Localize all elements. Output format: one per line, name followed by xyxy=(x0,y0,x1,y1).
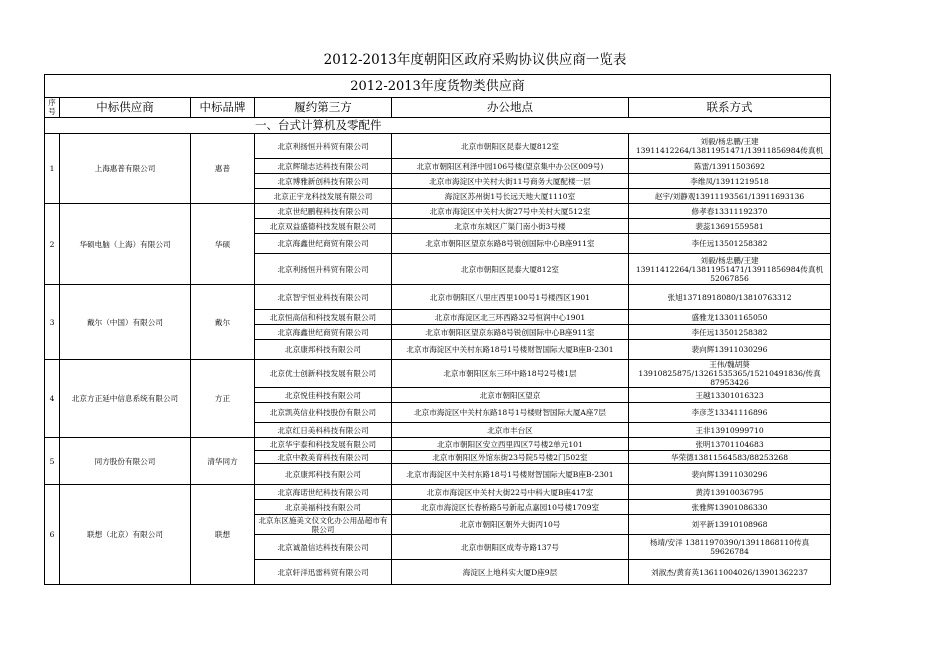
row-brand: 清华同方 xyxy=(191,438,255,485)
row-contact: 张明13701104683 xyxy=(629,438,831,451)
table-row xyxy=(45,204,831,219)
row-address: 北京市海淀区中关村大街22号中科大厦B座417室 xyxy=(392,485,629,500)
row-contact: 王越13301016323 xyxy=(629,388,831,403)
row-contact: 王非13910999710 xyxy=(629,423,831,438)
row-third-party: 北京正宇龙科技发展有限公司 xyxy=(255,189,392,204)
supplier-table xyxy=(44,74,831,585)
row-contact: 黄涛13910036795 xyxy=(629,485,831,500)
row-contact: 刘淑杰/黄育英13611004026/13901362237 xyxy=(629,560,831,585)
header-brand: 中标品牌 xyxy=(191,98,255,118)
row-contact: 杨靖/安洋 13811970390/13911868110传真59626784 xyxy=(629,535,831,560)
row-contact: 张旭13718918080/13810763312 xyxy=(629,285,831,310)
row-address: 北京市朝阳区望京 xyxy=(392,388,629,403)
row-contact: 华荣德13811564583/88253268 xyxy=(629,451,831,464)
row-contact: 赵宇/刘静观13911193561/13911693136 xyxy=(629,189,831,204)
row-contact: 刘毅/杨忠鹏/王建 13911412264/13811951471/13911856984传真机 xyxy=(629,134,831,159)
header-address: 办公地点 xyxy=(392,98,629,118)
row-third-party: 北京海诺世纪科技有限公司 xyxy=(255,485,392,500)
row-third-party: 北京博雅新创科技有限公司 xyxy=(255,174,392,189)
row-contact: 盛雅龙13301165050 xyxy=(629,310,831,325)
header-third-party: 履约第三方 xyxy=(255,98,392,118)
table-row xyxy=(45,134,831,159)
row-third-party: 北京世纪鹏程科技有限公司 xyxy=(255,204,392,219)
row-supplier: 戴尔（中国）有限公司 xyxy=(60,285,191,360)
row-third-party: 北京华宇泰和科技发展有限公司 xyxy=(255,438,392,451)
row-third-party: 北京利扬恒升科贸有限公司 xyxy=(255,254,392,285)
row-contact: 李维凤/13911219518 xyxy=(629,174,831,189)
row-address: 北京市海淀区中关村东路18号1号楼财智国际大厦B座B-2301 xyxy=(392,340,629,360)
row-brand: 方正 xyxy=(191,360,255,438)
row-contact: 刘毅/杨忠鹏/王建 13911412264/13811951471/13911856984传真机 52067856 xyxy=(629,254,831,285)
table-row xyxy=(45,360,831,388)
row-third-party: 北京凯英信业科技股份有限公司 xyxy=(255,403,392,423)
row-address: 北京市朝阳区外馆东街23号院5号楼2门502室 xyxy=(392,451,629,464)
row-contact: 裴蕊13691559581 xyxy=(629,219,831,234)
header-supplier: 中标供应商 xyxy=(60,98,191,118)
row-contact: 李任远13501258382 xyxy=(629,325,831,340)
table-row xyxy=(45,438,831,451)
row-address: 北京市朝阳区八里庄西里100号1号楼西区1901 xyxy=(392,285,629,310)
row-third-party: 北京中教美育科技有限公司 xyxy=(255,451,392,464)
row-address: 北京市朝阳区望京东路8号锐创国际中心B座911室 xyxy=(392,325,629,340)
row-address: 北京市朝阳区昆泰大厦812室 xyxy=(392,254,629,285)
row-seq: 5 xyxy=(45,438,60,485)
header-seq: 序号 xyxy=(45,98,60,118)
row-third-party: 北京利扬恒升科贸有限公司 xyxy=(255,134,392,159)
row-contact: 李彦芝13341116896 xyxy=(629,403,831,423)
row-contact: 陈雷/13911503692 xyxy=(629,159,831,174)
row-third-party: 北京恒高信和科技发展有限公司 xyxy=(255,310,392,325)
row-supplier: 同方股份有限公司 xyxy=(60,438,191,485)
row-address: 北京市海淀区中关村大街27号中关村大厦512室 xyxy=(392,204,629,219)
row-address: 海淀区苏州街1号长远天地大厦1110室 xyxy=(392,189,629,204)
row-brand: 戴尔 xyxy=(191,285,255,360)
row-third-party: 北京东区施美文仪文化办公用品超市有限公司 xyxy=(255,515,392,535)
row-address: 海淀区上地科实大厦D座9层 xyxy=(392,560,629,585)
row-address: 北京市朝阳区昆泰大厦812室 xyxy=(392,134,629,159)
row-third-party: 北京海鑫世纪商贸有限公司 xyxy=(255,325,392,340)
row-address: 北京市东城区广渠门南小街3号楼 xyxy=(392,219,629,234)
row-address: 北京市海淀区北三环西路32号恒润中心1901 xyxy=(392,310,629,325)
row-address: 北京市海淀区中关村东路18号1号楼财智国际大厦A座7层 xyxy=(392,403,629,423)
table-row xyxy=(45,485,831,500)
row-contact: 王伟/魏胡葵13910825875/13261535365/15210491836/传真87953426 xyxy=(629,360,831,388)
row-third-party: 北京康邦科技有限公司 xyxy=(255,340,392,360)
row-seq: 4 xyxy=(45,360,60,438)
row-contact: 刘平新13910108968 xyxy=(629,515,831,535)
row-address: 北京市朝阳区利泽中园106号楼(望京集中办公区009号) xyxy=(392,159,629,174)
row-supplier: 联想（北京）有限公司 xyxy=(60,485,191,585)
table-subtitle: 2012-2013年度货物类供应商 xyxy=(45,75,831,98)
row-third-party: 北京海鑫世纪商贸有限公司 xyxy=(255,234,392,254)
row-brand: 惠普 xyxy=(191,134,255,204)
row-address: 北京市朝阳区成寿寺路137号 xyxy=(392,535,629,560)
row-third-party: 北京红日美科科技有限公司 xyxy=(255,423,392,438)
row-third-party: 北京悦佳科技有限公司 xyxy=(255,388,392,403)
row-address: 北京市朝阳区安立西里四区7号楼2单元101 xyxy=(392,438,629,451)
row-brand: 联想 xyxy=(191,485,255,585)
row-supplier: 上海惠普有限公司 xyxy=(60,134,191,204)
section-title: 一、台式计算机及零配件 xyxy=(45,118,831,134)
row-address: 北京市朝阳区东三环中路18号2号楼1层 xyxy=(392,360,629,388)
row-seq: 2 xyxy=(45,204,60,285)
row-address: 北京市海淀区中关村大街11号商务大厦配楼一层 xyxy=(392,174,629,189)
row-seq: 6 xyxy=(45,485,60,585)
document-title: 2012-2013年度朝阳区政府采购协议供应商一览表 xyxy=(323,52,627,68)
row-contact: 李任远13501258382 xyxy=(629,234,831,254)
row-supplier: 北京方正延中信息系统有限公司 xyxy=(60,360,191,438)
row-contact: 张雅辉13901086330 xyxy=(629,500,831,515)
row-address: 北京市海淀区长春桥路5号新起点嘉园10号楼1709室 xyxy=(392,500,629,515)
header-contact: 联系方式 xyxy=(629,98,831,118)
table-row xyxy=(45,285,831,310)
row-seq: 1 xyxy=(45,134,60,204)
row-contact: 修孝春13311192370 xyxy=(629,204,831,219)
row-address: 北京市朝阳区望京东路8号锐创国际中心B座911室 xyxy=(392,234,629,254)
row-address: 北京市海淀区中关村东路18号1号楼财智国际大厦B座B-2301 xyxy=(392,464,629,485)
row-brand: 华硕 xyxy=(191,204,255,285)
row-third-party: 北京康邦科技有限公司 xyxy=(255,464,392,485)
row-third-party: 北京美福科技有限公司 xyxy=(255,500,392,515)
row-supplier: 华硕电脑（上海）有限公司 xyxy=(60,204,191,285)
row-third-party: 北京优士创新科技发展有限公司 xyxy=(255,360,392,388)
row-seq: 3 xyxy=(45,285,60,360)
row-address: 北京市朝阳区朝外大街丙10号 xyxy=(392,515,629,535)
row-third-party: 北京辉瑞志达科技有限公司 xyxy=(255,159,392,174)
row-third-party: 北京双益盛德科技发展有限公司 xyxy=(255,219,392,234)
row-third-party: 北京诚盈信达科技有限公司 xyxy=(255,535,392,560)
row-third-party: 北京智宇恒业科技有限公司 xyxy=(255,285,392,310)
row-contact: 裴向辉13911030296 xyxy=(629,340,831,360)
row-third-party: 北京轩洋迅雷科贸有限公司 xyxy=(255,560,392,585)
row-contact: 裴向辉13911030296 xyxy=(629,464,831,485)
row-address: 北京市丰台区 xyxy=(392,423,629,438)
